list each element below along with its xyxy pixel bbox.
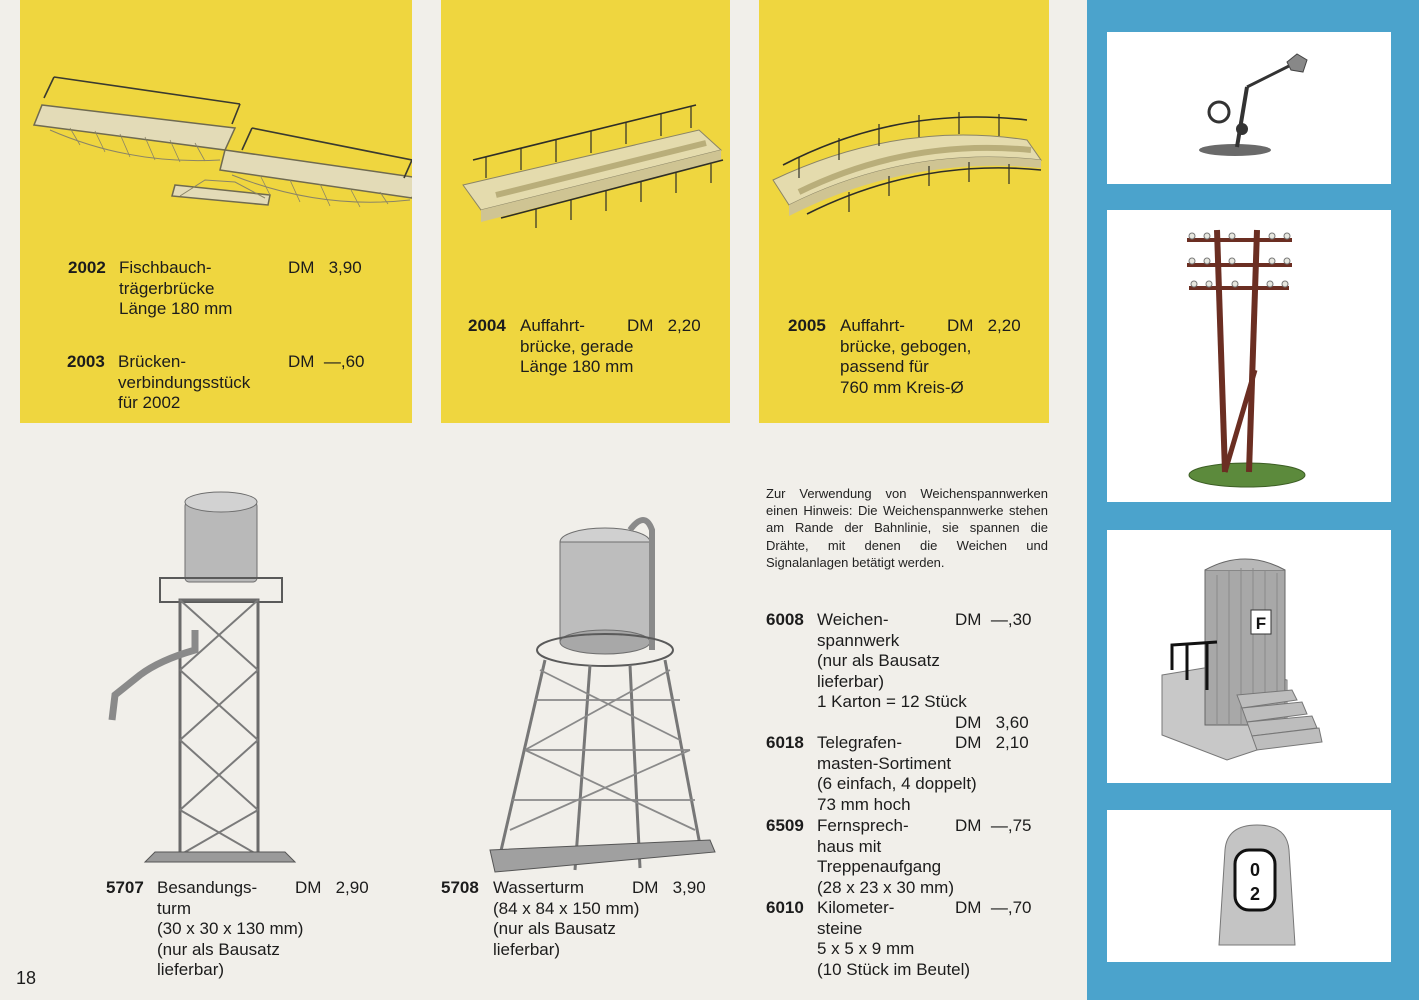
- item-2005: [788, 316, 972, 397]
- item-line: verbindungsstück: [118, 372, 251, 392]
- item-line: masten-Sortiment: [817, 753, 952, 773]
- item-number: 6010: [766, 898, 804, 917]
- item-line: Fernsprech-: [817, 816, 909, 835]
- product-panel-2004: [441, 0, 730, 423]
- item-line: Besandungs-: [157, 878, 258, 897]
- item-line: Telegrafen-: [817, 733, 903, 752]
- item-line: haus mit: [817, 836, 882, 856]
- item-line: (84 x 84 x 150 mm): [493, 898, 640, 918]
- item-line: brücke, gerade: [520, 336, 634, 356]
- item-line: Weichen-: [817, 610, 889, 629]
- item-number: 6509: [766, 816, 804, 835]
- item-line: trägerbrücke: [119, 278, 215, 298]
- item-line: (nur als Bausatz: [493, 919, 616, 938]
- item-line: 73 mm hoch: [817, 794, 911, 814]
- item-price: DM —,30: [955, 610, 1032, 629]
- item-number: 2002: [68, 258, 106, 277]
- item-line: 760 mm Kreis-Ø: [840, 377, 964, 397]
- telephone-hut-illustration: [1107, 530, 1391, 783]
- item-line: Länge 180 mm: [119, 299, 233, 318]
- item-line: Wasserturm: [493, 878, 584, 897]
- item-line: lieferbar): [157, 960, 225, 979]
- telegraph-pole-illustration: [1107, 210, 1391, 502]
- item-price: DM 2,90: [295, 878, 369, 897]
- item-line: (nur als Bausatz: [157, 939, 280, 959]
- item-line: Treppenaufgang: [817, 857, 942, 876]
- item-line: Auffahrt-: [840, 316, 905, 335]
- item-line: 5 x 5 x 9 mm: [817, 939, 915, 958]
- item-line: turm: [157, 898, 191, 918]
- item-price-carton: DM 3,60: [955, 713, 1029, 732]
- item-6008: [766, 610, 967, 711]
- item-line: steine: [817, 918, 863, 938]
- item-number: 2003: [67, 352, 105, 371]
- item-price: DM —,70: [955, 898, 1032, 917]
- item-price: DM —,75: [955, 816, 1032, 835]
- sanding-tower-illustration: [100, 480, 360, 870]
- card-kilometerstein: [1107, 810, 1391, 962]
- item-line: (10 Stück im Beutel): [817, 959, 971, 979]
- item-number: 6018: [766, 733, 804, 752]
- item-number: 6008: [766, 610, 804, 629]
- item-number: 5708: [441, 878, 479, 897]
- item-line: (6 einfach, 4 doppelt): [817, 774, 977, 793]
- item-line: Auffahrt-: [520, 316, 585, 335]
- fischbauch-bridge-illustration: [20, 0, 412, 230]
- item-line: passend für: [840, 357, 929, 376]
- item-number: 2005: [788, 316, 826, 335]
- card-fernsprechhaus: [1107, 530, 1391, 783]
- item-number: 2004: [468, 316, 506, 335]
- product-panel-2005: [759, 0, 1049, 423]
- tension-device-illustration: [1107, 32, 1391, 184]
- item-line: für 2002: [118, 393, 181, 412]
- card-weichenspannwerk: [1107, 32, 1391, 184]
- item-line: (30 x 30 x 130 mm): [157, 919, 304, 938]
- item-price: DM 2,10: [955, 733, 1029, 752]
- item-line: Fischbauch-: [119, 258, 212, 277]
- curved-ramp-illustration: [759, 0, 1049, 240]
- item-2004: [468, 316, 634, 376]
- page-number: 18: [16, 968, 37, 988]
- item-line: lieferbar): [817, 671, 885, 691]
- item-5707: [106, 878, 304, 979]
- water-tower-illustration: [480, 500, 720, 880]
- card-telegrafenmast: [1107, 210, 1391, 502]
- hut-sign-letter: F: [1255, 614, 1267, 633]
- usage-note: Zur Verwendung von Weichenspannwerken einen Hinweis: Die Weichenspannwerke stehen am Rande der Bahnlinie, sie spannen die Drähte, mit denen die Weichen und Signalanlagen betätigt werden.: [766, 486, 1048, 570]
- milestone-digit-top: 0: [1249, 860, 1261, 880]
- item-line: Brücken-: [118, 352, 187, 371]
- item-6509: [766, 816, 954, 897]
- item-2003: [67, 352, 251, 412]
- item-price: DM 2,20: [947, 316, 1021, 335]
- item-price: DM —,60: [288, 352, 365, 371]
- item-6018: [766, 733, 977, 814]
- item-line: lieferbar): [493, 939, 561, 959]
- item-5708: [441, 878, 640, 959]
- straight-ramp-illustration: [441, 0, 730, 240]
- item-line: 1 Karton = 12 Stück: [817, 692, 967, 711]
- milestone-digit-bottom: 2: [1249, 884, 1261, 904]
- item-price: DM 3,90: [288, 258, 362, 277]
- item-line: (28 x 23 x 30 mm): [817, 877, 954, 897]
- item-price: DM 3,90: [632, 878, 706, 897]
- item-line: Länge 180 mm: [520, 357, 634, 376]
- item-price: DM 2,20: [627, 316, 701, 335]
- item-line: (nur als Bausatz: [817, 651, 940, 670]
- item-line: spannwerk: [817, 630, 900, 650]
- item-line: Kilometer-: [817, 898, 895, 917]
- item-number: 5707: [106, 878, 144, 897]
- product-panel-2002: [20, 0, 412, 423]
- milestone-illustration: [1107, 810, 1391, 962]
- item-line: brücke, gebogen,: [840, 336, 972, 356]
- item-6010: [766, 898, 971, 979]
- item-2002: [68, 258, 233, 318]
